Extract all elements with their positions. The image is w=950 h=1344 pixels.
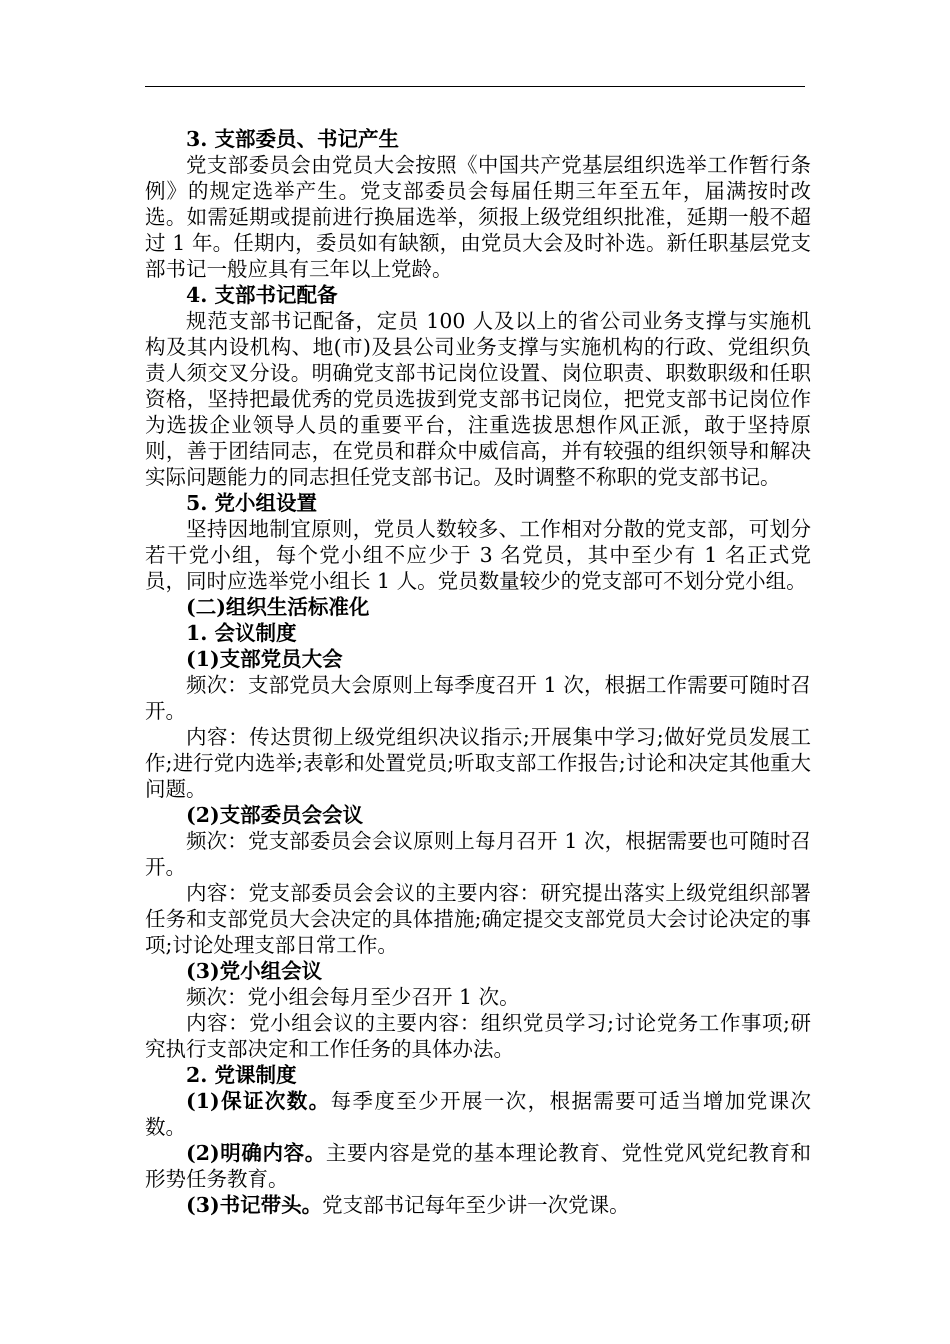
subheading-meeting-system: 1. 会议制度 [186,621,297,645]
paragraph-committee-meeting-content: 内容：党支部委员会会议的主要内容：研究提出落实上级党组织部署任务和支部党员大会决定的具体措施;确定提交支部党员大会讨论决定的事项;讨论处理支部日常工作。 [145,881,811,957]
paragraph-general-meeting-content: 内容：传达贯彻上级党组织决议指示;开展集中学习;做好党员发展工作;进行党内选举;表彰和处置党员;听取支部工作报告;讨论和决定其他重大问题。 [145,725,811,801]
paragraph-committee-meeting-frequency: 频次：党支部委员会会议原则上每月召开 1 次，根据需要也可随时召开。 [145,829,811,879]
text-lecture-frequency: 每季度至少开展一次，根据需要可适当增加党课次数。 [145,1089,811,1139]
lead-lecture-content: (2)明确内容。 [186,1141,326,1165]
header-rule [145,86,805,87]
paragraph-secretary-staffing: 规范支部书记配备，定员 100 人及以上的省公司业务支撑与实施机构及其内设机构、地(市)及县公司业务支撑与实施机构的行政、党组织负责人须交叉分设。明确党支部书记岗位设置、岗位职责、职数职级和任职资格，坚持把最优秀的党员选拔到党支部书记岗位，把党支部书记岗位作为选拔企业领导人员的重要平台，注重选拔思想作风正派，敢于坚持原则，善于团结同志，在党员和群众中威信高，并有较强的组织领导和解决实际问题能力的同志担任党支部书记。及时调整不称职的党支部书记。 [145,309,811,489]
paragraph-lecture-frequency [145,1088,811,1140]
paragraph-party-group-setup: 坚持因地制宜原则，党员人数较多、工作相对分散的党支部，可划分若干党小组，每个党小组不应少于 3 名党员，其中至少有 1 名正式党员，同时应选举党小组长 1 人。党员数量较少的党支部可不划分党小组。 [145,517,811,593]
section-heading-4: 4. 支部书记配备 [186,283,338,307]
subheading-group-meeting: (3)党小组会议 [186,959,323,983]
section-heading-org-life: (二)组织生活标准化 [186,595,370,619]
paragraph-group-meeting-content: 内容：党小组会议的主要内容：组织党员学习;讨论党务工作事项;研究执行支部决定和工作任务的具体办法。 [145,1011,811,1061]
subheading-committee-meeting: (2)支部委员会会议 [186,803,364,827]
subheading-general-meeting: (1)支部党员大会 [186,647,343,671]
section-heading-5: 5. 党小组设置 [186,491,318,515]
lead-lecture-frequency: (1)保证次数。 [186,1089,331,1113]
subheading-party-lecture: 2. 党课制度 [186,1063,297,1087]
paragraph-committee-election: 党支部委员会由党员大会按照《中国共产党基层组织选举工作暂行条例》的规定选举产生。党支部委员会每届任期三年至五年，届满按时改选。如需延期或提前进行换届选举，须报上级党组织批准，延期一般不超过 1 年。任期内，委员如有缺额，由党员大会及时补选。新任职基层党支部书记一般应具有三年以上党龄。 [145,153,811,281]
lead-lecture-secretary: (3)书记带头。 [186,1193,323,1217]
text-lecture-secretary: 党支部书记每年至少讲一次党课。 [322,1193,630,1217]
paragraph-lecture-secretary [145,1192,811,1218]
paragraph-group-meeting-frequency: 频次：党小组会每月至少召开 1 次。 [186,985,520,1009]
section-heading-3: 3. 支部委员、书记产生 [186,127,400,151]
paragraph-lecture-content [145,1140,811,1192]
paragraph-general-meeting-frequency: 频次：支部党员大会原则上每季度召开 1 次，根据工作需要可随时召开。 [145,673,811,723]
document-body [145,126,811,1218]
text-lecture-content: 主要内容是党的基本理论教育、党性党风党纪教育和形势任务教育。 [145,1141,812,1191]
